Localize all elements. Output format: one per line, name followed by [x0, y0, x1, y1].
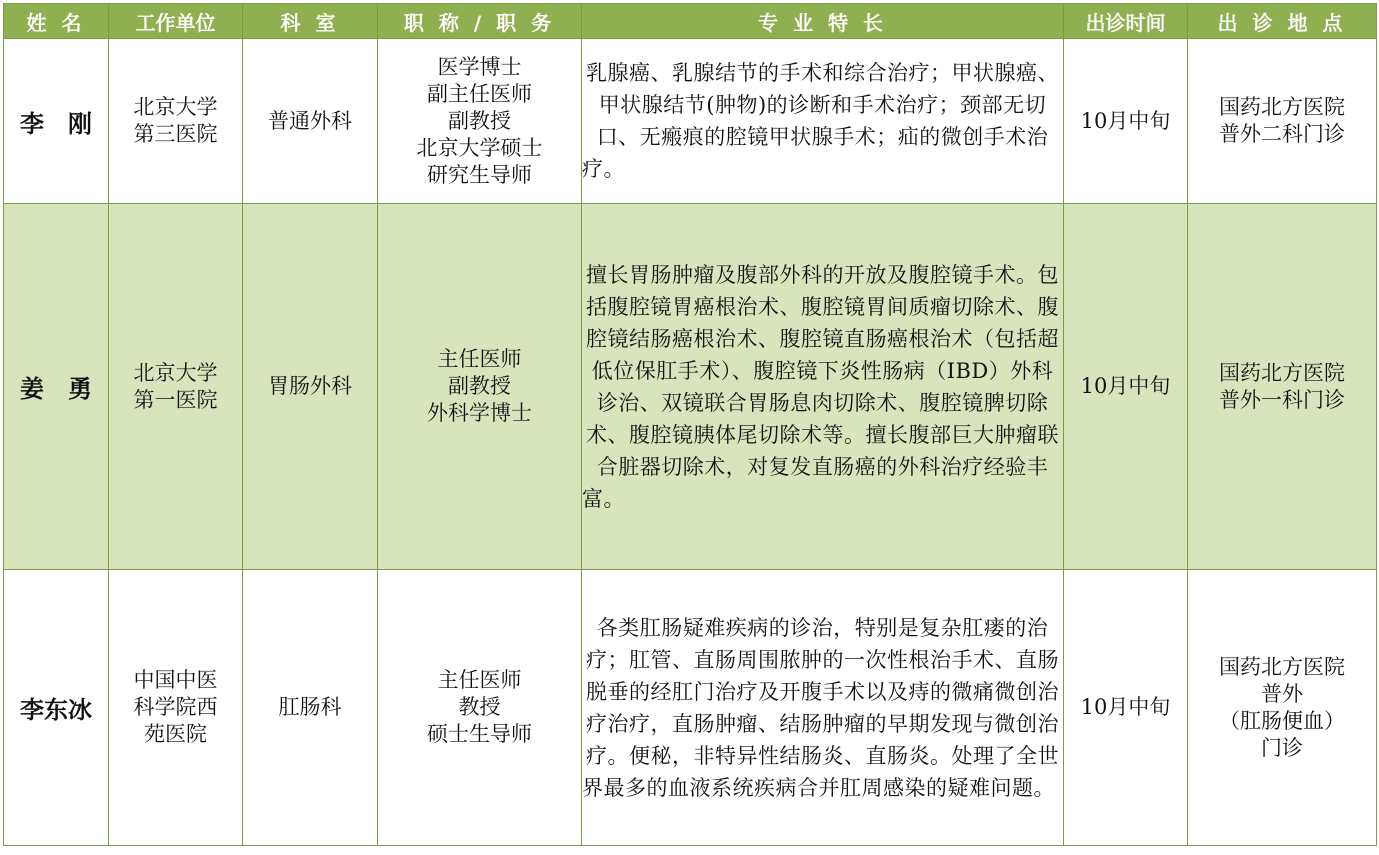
specialty: 擅长胃肠肿瘤及腹部外科的开放及腹腔镜手术。包括腹腔镜胃癌根治术、腹腔镜胃间质瘤切除术、腹腔镜结肠癌根治术、腹腔镜直肠癌根治术（包括超低位保肛手术）、腹腔镜下炎性肠病（IBD）外科诊治、双镜联合胃肠息肉切除术、腹腔镜脾切除术、腹腔镜胰体尾切除术等。擅长腹部巨大肿瘤联合脏器切除术，对复发直肠癌的外科治疗经验丰富。: [582, 204, 1064, 570]
header-title: 职 称 / 职 务: [378, 4, 582, 39]
header-specialty: 专 业 特 长: [582, 4, 1064, 39]
table-row: [4, 570, 1377, 846]
table-row: [4, 204, 1377, 570]
header-unit: 工作单位: [109, 4, 243, 39]
title-line: 北京大学硕士: [416, 135, 543, 160]
title-line: 副教授: [448, 374, 511, 398]
doctor-name: 李东冰: [4, 570, 109, 846]
title-line: 教授: [458, 695, 501, 719]
doctor-name: 姜 勇: [4, 204, 109, 570]
title-line: 硕士生导师: [427, 722, 532, 746]
specialty: 乳腺癌、乳腺结节的手术和综合治疗；甲状腺癌、甲状腺结节(肿物)的诊断和手术治疗；颈部无切口、无瘢痕的腔镜甲状腺手术；疝的微创手术治疗。: [582, 39, 1064, 204]
work-unit-line: 第一医院: [133, 387, 218, 412]
department: 普通外科: [243, 39, 378, 204]
header-row: [4, 4, 1377, 39]
location-line: 普外一科门诊: [1219, 387, 1345, 412]
work-unit-line: 北京大学: [133, 95, 218, 119]
title-line: 医学博士: [437, 54, 522, 79]
titles: [378, 39, 582, 204]
visit-time: 10月中旬: [1064, 204, 1188, 570]
titles: [378, 204, 582, 570]
header-location: 出 诊 地 点: [1188, 4, 1377, 39]
header-dept: 科 室: [243, 4, 378, 39]
header-name: 姓 名: [4, 4, 109, 39]
work-unit-line: 中国中医: [133, 668, 218, 692]
work-unit-line: 苑医院: [144, 722, 207, 746]
work-unit: [109, 39, 243, 204]
work-unit-line: 第三医院: [133, 122, 218, 146]
title-line: 外科学博士: [427, 401, 532, 425]
visit-time: 10月中旬: [1064, 39, 1188, 204]
title-line: 副主任医师: [427, 81, 532, 106]
title-line: 主任医师: [437, 668, 522, 692]
work-unit: [109, 570, 243, 846]
visit-time: 10月中旬: [1064, 570, 1188, 846]
specialty: 各类肛肠疑难疾病的诊治，特别是复杂肛瘘的治疗；肛管、直肠周围脓肿的一次性根治手术、直肠脱垂的经肛门治疗及开腹手术以及痔的微痛微创治疗治疗，直肠肿瘤、结肠肿瘤的早期发现与微创治疗。便秘，非特异性结肠炎、直肠炎。处理了全世界最多的血液系统疾病合并肛周感染的疑难问题。: [582, 570, 1064, 846]
work-unit-line: 北京大学: [133, 360, 218, 385]
work-unit-line: 科学院西: [133, 695, 218, 719]
doctor-schedule-table: [3, 3, 1377, 846]
location-line: 普外: [1261, 681, 1303, 706]
department: 肛肠科: [243, 570, 378, 846]
visit-location: [1188, 204, 1377, 570]
visit-location: [1188, 39, 1377, 204]
location-line: （肛肠便血）: [1219, 708, 1345, 733]
header-time: 出诊时间: [1064, 4, 1188, 39]
title-line: 主任医师: [437, 347, 522, 371]
schedule-table-wrapper: [3, 3, 1377, 846]
location-line: 国药北方医院: [1219, 654, 1345, 679]
doctor-name: 李 刚: [4, 39, 109, 204]
location-line: 普外二科门诊: [1219, 122, 1345, 146]
table-row: [4, 39, 1377, 204]
title-line: 研究生导师: [427, 162, 532, 187]
visit-location: [1188, 570, 1377, 846]
location-line: 国药北方医院: [1219, 95, 1345, 119]
department: 胃肠外科: [243, 204, 378, 570]
title-line: 副教授: [448, 108, 511, 133]
work-unit: [109, 204, 243, 570]
location-line: 门诊: [1261, 735, 1303, 760]
titles: [378, 570, 582, 846]
location-line: 国药北方医院: [1219, 360, 1345, 385]
